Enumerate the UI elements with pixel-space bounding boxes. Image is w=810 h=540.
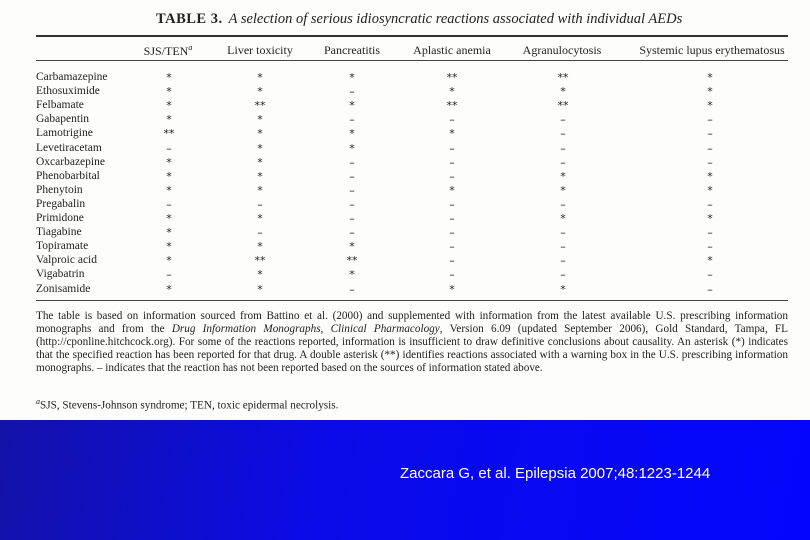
table-cell: –: [560, 268, 566, 282]
table-cell: –: [257, 226, 263, 240]
table-cell: –: [166, 197, 172, 211]
table-cell: –: [349, 197, 355, 211]
table-row: [0, 226, 810, 240]
drug-name: Phenobarbital: [36, 169, 100, 182]
table-cell: *: [166, 113, 172, 127]
column-header: [639, 43, 784, 58]
drug-name: Topiramate: [36, 240, 89, 253]
table-cell: –: [257, 197, 263, 211]
table-cell: –: [349, 155, 355, 169]
table-cell: *: [349, 127, 355, 141]
drug-name: Valproic acid: [36, 254, 97, 267]
table-cell: *: [166, 212, 172, 225]
table-cell: *: [449, 127, 455, 141]
drug-name: Tiagabine: [36, 226, 82, 239]
table-cell: *: [257, 113, 263, 127]
column-header: [523, 43, 602, 58]
table-row: [0, 156, 810, 170]
table-cell: –: [707, 197, 713, 211]
drug-name: Lamotrigine: [36, 127, 93, 140]
table-row: [0, 127, 810, 141]
table-cell: –: [560, 127, 566, 141]
table-row: [0, 113, 810, 127]
table-cell: –: [449, 268, 455, 282]
column-header: [144, 43, 193, 59]
table-cell: *: [166, 254, 172, 268]
table-cell: *: [349, 240, 355, 254]
table-cell: *: [349, 141, 355, 155]
table-cell: –: [560, 240, 566, 254]
column-header-label: Liver toxicity: [227, 43, 293, 57]
drug-name: Pregabalin: [36, 197, 86, 210]
drug-name: Gabapentin: [36, 113, 90, 126]
column-header-label: Agranulocytosis: [522, 43, 602, 57]
table-row: [0, 170, 810, 184]
table-cell: –: [707, 282, 713, 296]
table-cell: *: [257, 127, 263, 141]
table-cell: **: [163, 127, 175, 141]
table-cell: –: [349, 282, 355, 296]
table-cell: –: [349, 113, 355, 127]
table-cell: **: [446, 71, 458, 84]
table-cell: –: [449, 226, 455, 240]
table-cell: *: [707, 169, 713, 183]
table-cell: *: [257, 155, 263, 169]
table-cell: –: [707, 113, 713, 127]
table-cell: –: [449, 113, 455, 127]
table-row: [0, 85, 810, 99]
table-cell: *: [257, 212, 263, 225]
table-number: TABLE 3.: [156, 11, 223, 27]
table-row: [0, 283, 810, 297]
column-header-footnote-marker: a: [188, 43, 193, 52]
table-row: [0, 99, 810, 113]
table-cell: *: [349, 99, 355, 113]
table-cell: –: [707, 268, 713, 282]
table-cell: *: [257, 85, 263, 99]
table-cell: *: [257, 282, 263, 296]
table-cell: *: [257, 268, 263, 282]
table-cell: –: [707, 127, 713, 141]
table-cell: –: [560, 155, 566, 169]
table-cell: –: [449, 141, 455, 155]
table-note-part1: The table is based on information sourced from Battino et al. (2000) and supplemented with information from the latest available U.S. prescribing information monographs and from the: [36, 310, 788, 335]
table-cell: *: [166, 155, 172, 169]
citation-text: Zaccara G, et al. Epilepsia 2007;48:1223-1244: [400, 465, 711, 482]
table-cell: *: [707, 254, 713, 268]
footnote-text: SJS, Stevens-Johnson syndrome; TEN, toxic epidermal necrolysis.: [40, 399, 339, 412]
table-cell: –: [560, 254, 566, 268]
table-cell: *: [560, 282, 566, 296]
table-note-source-title: Drug Information Monographs, Clinical Pharmacology: [171, 323, 440, 335]
table-row: [0, 142, 810, 156]
table-cell: –: [560, 113, 566, 127]
table-row: [0, 198, 810, 212]
table-cell: *: [257, 240, 263, 254]
table-cell: –: [707, 141, 713, 155]
table-cell: –: [449, 254, 455, 268]
table-cell: –: [560, 226, 566, 240]
table-cell: *: [560, 212, 566, 225]
drug-name: Zonisamide: [36, 282, 91, 295]
drug-name: Ethosuximide: [36, 85, 100, 98]
table-note-part2: , Version 6.09 (updated September 2006), Gold Standard, Tampa, FL (http://cponline.hitchcock.org). For some of the reactions reported, information is insufficient to draw definitive conclusions about causality. An asterisk (*) indicates that the specified reaction has been reported for that drug. A double asterisk (**) identifies reactions associated with a warning box in the U.S. prescribing information monographs. – indicates that the reaction has not been reported based on the sources of information stated above.: [36, 323, 788, 374]
table-cell: *: [707, 85, 713, 99]
table-cell: *: [166, 71, 172, 84]
table-bottom-rule: [36, 300, 788, 301]
table-cell: *: [560, 183, 566, 197]
table-row: [0, 268, 810, 282]
table-cell: **: [346, 254, 358, 268]
table-footnote: [36, 397, 788, 412]
table-cell: *: [560, 85, 566, 99]
table-row: [0, 184, 810, 198]
table-cell: *: [707, 99, 713, 113]
drug-name: Vigabatrin: [36, 268, 85, 281]
table-cell: –: [449, 212, 455, 225]
column-header: [413, 43, 491, 58]
column-header-label: Pancreatitis: [324, 43, 380, 57]
table-cell: *: [166, 226, 172, 240]
column-header-label: SJS/TEN: [143, 44, 189, 58]
table-cell: –: [349, 212, 355, 225]
drug-name: Levetiracetam: [36, 141, 102, 154]
table-row: [0, 71, 810, 85]
column-header-label: Systemic lupus erythematosus: [639, 43, 785, 57]
table-cell: –: [166, 141, 172, 155]
table-cell: *: [257, 169, 263, 183]
table-cell: –: [449, 197, 455, 211]
table-cell: –: [707, 226, 713, 240]
table-cell: –: [166, 268, 172, 282]
table-cell: *: [449, 85, 455, 99]
table-title: [156, 11, 796, 28]
table-cell: –: [449, 169, 455, 183]
table-cell: *: [349, 71, 355, 84]
table-cell: *: [166, 169, 172, 183]
table-cell: *: [707, 71, 713, 84]
table-cell: **: [254, 254, 266, 268]
table-cell: –: [707, 240, 713, 254]
table-row: [0, 254, 810, 268]
table-cell: *: [707, 183, 713, 197]
table-cell: –: [560, 197, 566, 211]
table-cell: –: [349, 169, 355, 183]
table-cell: *: [257, 71, 263, 84]
table-cell: *: [166, 183, 172, 197]
table-cell: –: [707, 155, 713, 169]
footnote-marker: a: [36, 397, 40, 406]
table-top-rule: [36, 35, 788, 37]
column-header-label: Aplastic anemia: [413, 43, 491, 57]
table-title-text: A selection of serious idiosyncratic reactions associated with individual AEDs: [228, 11, 683, 27]
table-note: [36, 310, 788, 375]
drug-name: Oxcarbazepine: [36, 155, 105, 168]
table-header-rule: [36, 60, 788, 61]
table-cell: *: [449, 282, 455, 296]
table-cell: *: [349, 268, 355, 282]
table-cell: *: [166, 99, 172, 113]
drug-name: Felbamate: [36, 99, 84, 112]
table-cell: *: [166, 282, 172, 296]
table-cell: *: [166, 240, 172, 254]
table-cell: *: [166, 85, 172, 99]
table-cell: –: [349, 226, 355, 240]
table-cell: **: [254, 99, 266, 113]
table-cell: **: [557, 99, 569, 113]
table-cell: –: [449, 240, 455, 254]
drug-name: Primidone: [36, 212, 84, 224]
table-cell: **: [446, 99, 458, 113]
table-cell: *: [707, 212, 713, 225]
table-cell: –: [560, 141, 566, 155]
table-cell: *: [449, 183, 455, 197]
column-header: [227, 43, 293, 58]
table-cell: *: [560, 169, 566, 183]
table-cell: *: [257, 141, 263, 155]
table-cell: –: [449, 155, 455, 169]
drug-name: Phenytoin: [36, 183, 83, 196]
column-header: [324, 43, 380, 58]
table-cell: *: [257, 183, 263, 197]
table-cell: –: [349, 183, 355, 197]
table-cell: **: [557, 71, 569, 84]
table-cell: –: [349, 85, 355, 99]
table-row: [0, 240, 810, 254]
table-row: [0, 212, 810, 226]
drug-name: Carbamazepine: [36, 71, 108, 83]
